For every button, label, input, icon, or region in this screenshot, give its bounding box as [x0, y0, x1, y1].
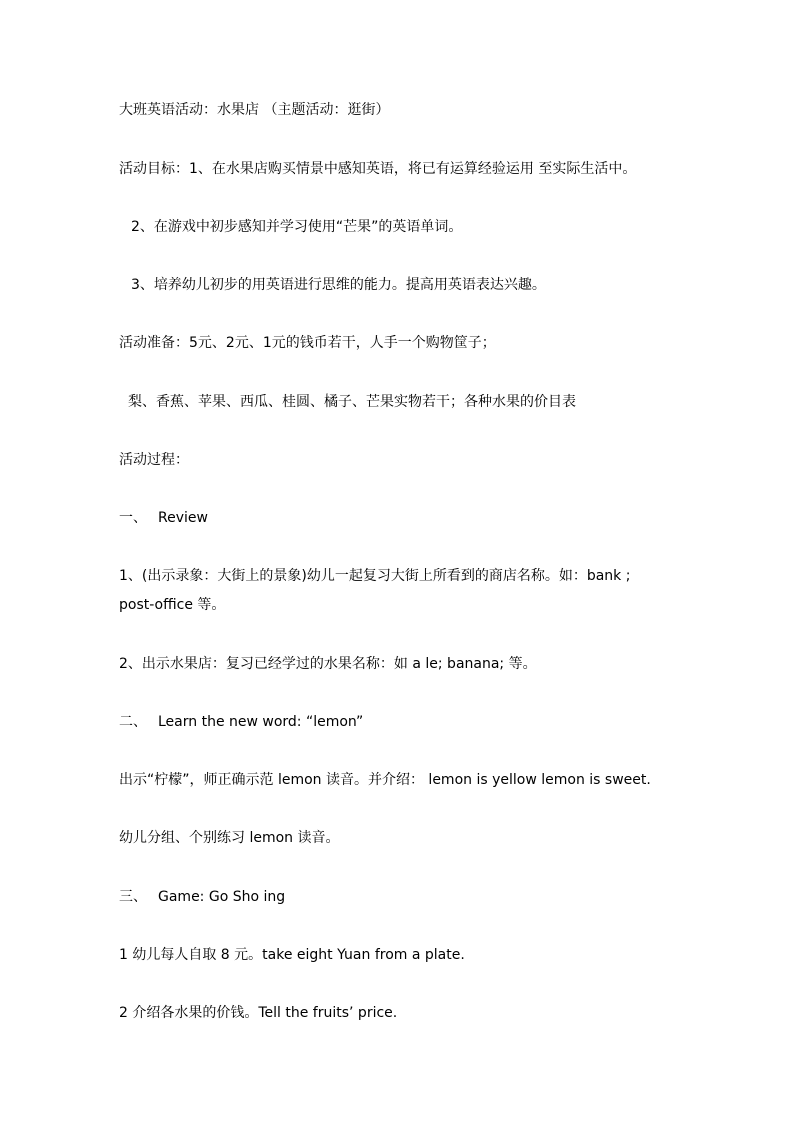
section-1-title: Review — [158, 510, 208, 526]
section-2-item-2: 幼儿分组、个别练习 lemon 读音。 — [119, 830, 340, 846]
process-heading: 活动过程： — [119, 452, 189, 468]
section-1-item-2: 2、出示水果店：复习已经学过的水果名称：如 a le; banana; 等。 — [119, 656, 537, 672]
section-1-number: 一、 — [119, 510, 147, 526]
section-1-item-1-line-b: post-office 等。 — [119, 597, 226, 613]
section-3-title: Game: Go Sho ing — [158, 889, 286, 905]
objective-line-1: 活动目标：1、在水果店购买情景中感知英语，将已有运算经验运用 至实际生活中。 — [119, 161, 637, 177]
section-3-number: 三、 — [119, 889, 147, 905]
section-1-heading — [119, 508, 208, 528]
preparation-line-2: 梨、香蕉、苹果、西瓜、桂圆、橘子、芒果实物若干；各种水果的价目表 — [128, 394, 576, 410]
section-2-item-1: 出示“柠檬”，师正确示范 lemon 读音。并介绍： lemon is yellow lemon is sweet. — [119, 772, 651, 788]
objective-line-3: 3、培养幼儿初步的用英语进行思维的能力。提高用英语表达兴趣。 — [131, 277, 546, 293]
section-2-title: Learn the new word: “lemon” — [158, 714, 364, 730]
preparation-line-1: 活动准备：5元、2元、1元的钱币若干，人手一个购物筐子； — [119, 335, 496, 351]
section-2-number: 二、 — [119, 714, 147, 730]
section-3-heading — [119, 887, 285, 907]
section-3-item-2: 2 介绍各水果的价钱。Tell the fruits’ price. — [119, 1005, 398, 1021]
section-1-item-1-line-a: 1、(出示录象：大街上的景象)幼儿一起复习大街上所看到的商店名称。如：bank ; — [119, 568, 631, 584]
section-3-item-1: 1 幼儿每人自取 8 元。take eight Yuan from a plate. — [119, 947, 465, 963]
document-title: 大班英语活动：水果店 （主题活动：逛街） — [119, 102, 390, 118]
objective-line-2: 2、在游戏中初步感知并学习使用“芒果”的英语单词。 — [131, 219, 463, 235]
section-2-heading — [119, 712, 363, 732]
